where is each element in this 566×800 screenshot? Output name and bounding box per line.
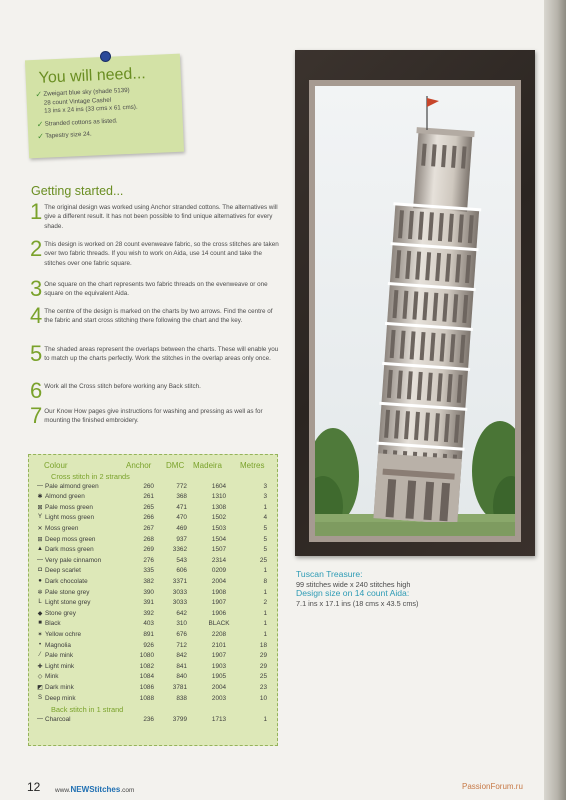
madeira-code: 1908 — [211, 588, 227, 596]
symbol-icon: ✲ — [37, 589, 43, 596]
metres: 4 — [263, 514, 267, 522]
colour-name: Stone grey — [45, 609, 76, 617]
colour-name: Deep scarlet — [45, 567, 81, 575]
colour-name: Dark mink — [45, 684, 74, 691]
checkmark-icon: ✓ — [35, 89, 43, 99]
madeira-code: 1310 — [211, 493, 227, 501]
anchor-code: 926 — [143, 641, 154, 649]
madeira-code: 2004 — [211, 578, 227, 585]
anchor-code: 390 — [143, 588, 154, 596]
need-item: ✓ Tapestry size 24. — [37, 130, 92, 142]
colour-name: Dark chocolate — [45, 578, 88, 585]
symbol-icon: ✱ — [37, 494, 43, 501]
anchor-code: 382 — [143, 578, 154, 585]
header-anchor: Anchor — [126, 461, 152, 470]
anchor-code: 269 — [143, 546, 154, 554]
leaning-tower-illustration — [315, 86, 515, 536]
thread-row — [29, 504, 279, 515]
symbol-icon: ⊞ — [37, 536, 43, 543]
thread-row — [29, 525, 279, 536]
thread-row — [29, 514, 279, 525]
thread-row — [29, 610, 279, 621]
caption-design-size: 7.1 ins x 17.1 ins (18 cms x 43.5 cms) — [296, 598, 419, 608]
anchor-code: 267 — [143, 525, 154, 532]
metres: 8 — [263, 578, 267, 585]
need-item: ✓ Stranded cottons as listed. — [36, 117, 118, 129]
page-spine-shadow — [544, 0, 566, 800]
metres: 3 — [263, 493, 267, 501]
dmc-code: 842 — [176, 652, 187, 660]
watermark: PassionForum.ru — [462, 782, 523, 791]
thread-key-table — [28, 454, 278, 746]
colour-name: Pale almond green — [45, 482, 99, 490]
tower-embroidery-image — [315, 86, 515, 536]
metres: 10 — [259, 694, 267, 702]
colour-name: Moss green — [45, 525, 79, 532]
madeira-code: 2003 — [211, 694, 227, 702]
madeira-code: 1907 — [211, 652, 227, 660]
header-madeira: Madeira — [193, 461, 222, 470]
symbol-icon: ⁄ — [39, 652, 41, 659]
magazine-brand: www.NEWStitches.com — [55, 785, 135, 794]
framed-picture — [295, 50, 535, 556]
madeira-code: 1905 — [211, 673, 227, 681]
pushpin-icon — [101, 52, 110, 61]
anchor-code: 261 — [143, 493, 154, 501]
thread-row — [29, 716, 279, 727]
madeira-code: 1308 — [211, 503, 227, 511]
dmc-code: 606 — [176, 567, 187, 575]
thread-row — [29, 642, 279, 653]
thread-row — [29, 620, 279, 631]
metres: 25 — [259, 556, 267, 564]
anchor-code: 391 — [143, 599, 154, 607]
step-number: 1 — [30, 199, 43, 224]
step-text: Our Know How pages give instructions for washing and pressing as well as for mounting the finished embroidery. — [44, 408, 263, 425]
madeira-code: 1503 — [211, 525, 227, 532]
symbol-icon: — — [37, 715, 43, 722]
anchor-code: 268 — [143, 535, 154, 543]
you-will-need-box — [25, 54, 184, 159]
symbol-icon: — — [37, 556, 43, 563]
symbol-icon: ✶ — [37, 632, 43, 638]
thread-row — [29, 483, 279, 494]
metres: 1 — [263, 588, 267, 596]
colour-name: Almond green — [45, 493, 85, 501]
step-text: This design is worked on 28 count evenweave fabric, so the cross stitches are taken over two fabric threads. If you wish to work on Aida, use 14 count and take the stitches over one fabric square. — [44, 241, 279, 267]
colour-name: Light mink — [45, 662, 75, 670]
metres: 25 — [259, 673, 267, 681]
key-section-heading: Cross stitch in 2 strands — [51, 472, 130, 481]
madeira-code: 1502 — [211, 514, 227, 522]
step-3 — [30, 276, 282, 301]
thread-row — [29, 652, 279, 663]
symbol-icon: ◘ — [38, 567, 42, 574]
dmc-code: 3362 — [172, 546, 187, 554]
step-text: The shaded areas represent the overlaps between the charts. These will enable you to match up the charts perfectly. Work the stitches in the overlap areas only once. — [44, 346, 279, 363]
anchor-code: 1086 — [139, 684, 154, 691]
thread-row — [29, 567, 279, 578]
madeira-code: 2004 — [211, 684, 227, 691]
colour-name: Charcoal — [45, 715, 71, 723]
madeira-code: 1713 — [211, 715, 227, 723]
anchor-code: 276 — [143, 556, 154, 564]
step-text: Work all the Cross stitch before working any Back stitch. — [44, 383, 201, 390]
need-item: 13 ins x 24 ins (33 cms x 61 cms). — [44, 103, 138, 115]
step-text: One square on the chart represents two fabric threads on the evenweave or one square on the equivalent Aida. — [44, 281, 268, 298]
anchor-code: 1082 — [139, 662, 154, 670]
madeira-code: 2101 — [211, 641, 227, 649]
thread-row — [29, 546, 279, 557]
step-number: 4 — [30, 303, 43, 328]
dmc-code: 310 — [176, 620, 187, 628]
metres: 1 — [263, 609, 267, 617]
madeira-code: 1907 — [211, 599, 227, 607]
step-number: 2 — [30, 236, 43, 261]
dmc-code: 3033 — [172, 599, 187, 607]
step-number: 6 — [30, 378, 43, 403]
madeira-code: 1906 — [211, 609, 227, 617]
step-number: 3 — [30, 276, 43, 301]
metres: 2 — [263, 599, 267, 607]
need-item: 28 count Vintage Cashel — [43, 96, 112, 107]
dmc-code: 838 — [176, 694, 187, 702]
symbol-icon: ◇ — [37, 674, 43, 681]
symbol-icon: Y — [37, 514, 42, 521]
thread-row — [29, 631, 279, 642]
dmc-code: 676 — [176, 631, 187, 638]
colour-name: Pale moss green — [45, 503, 93, 511]
caption-title: Tuscan Treasure: — [296, 569, 363, 579]
anchor-code: 392 — [143, 609, 154, 617]
colour-name: Deep moss green — [45, 535, 96, 543]
header-colour: Colour — [44, 461, 68, 470]
symbol-icon: ✕ — [37, 526, 43, 532]
dmc-code: 368 — [176, 493, 187, 501]
colour-name: Very pale cinnamon — [45, 556, 102, 564]
thread-row — [29, 578, 279, 589]
madeira-code: 2208 — [211, 631, 227, 638]
key-section-heading: Back stitch in 1 strand — [51, 705, 124, 715]
symbol-icon: ● — [38, 578, 42, 584]
need-item: ✓ Zweigart blue sky (shade 5139) — [35, 86, 130, 99]
anchor-code: 265 — [143, 503, 154, 511]
colour-name: Deep mink — [45, 694, 76, 702]
step-7 — [30, 403, 282, 428]
colour-name: Yellow ochre — [45, 631, 81, 638]
symbol-icon: ⊠ — [37, 504, 43, 511]
metres: 29 — [259, 652, 267, 660]
metres: 1 — [263, 503, 267, 511]
thread-row — [29, 493, 279, 504]
symbol-icon: S — [37, 694, 42, 701]
checkmark-icon: ✓ — [37, 132, 45, 142]
page-number: 12 — [27, 780, 41, 794]
dmc-code: 937 — [176, 535, 187, 543]
symbol-icon: ■ — [38, 620, 42, 627]
caption-design-title: Design size on 14 count Aida: — [296, 588, 410, 599]
symbol-icon: • — [38, 641, 42, 648]
step-5 — [30, 341, 282, 366]
dmc-code: 3033 — [172, 588, 187, 596]
anchor-code: 236 — [143, 715, 154, 723]
header-dmc: DMC — [166, 461, 185, 470]
madeira-code: 1604 — [211, 482, 227, 490]
anchor-code: 260 — [143, 482, 154, 490]
metres: 1 — [263, 567, 267, 575]
anchor-code: 891 — [143, 631, 154, 638]
step-text: The original design was worked using Anchor stranded cottons. The alternatives will give a different result. It has not been possible to find unique alternatives for every shade. — [44, 204, 278, 230]
thread-row — [29, 557, 279, 568]
anchor-code: 403 — [143, 620, 154, 628]
madeira-code: 1903 — [211, 662, 227, 670]
symbol-icon: — — [37, 482, 43, 489]
dmc-code: 642 — [176, 609, 187, 617]
dmc-code: 712 — [176, 641, 187, 649]
thread-row — [29, 536, 279, 547]
colour-name: Mink — [45, 673, 59, 681]
anchor-code: 1084 — [139, 673, 154, 681]
dmc-code: 3371 — [172, 578, 187, 585]
symbol-icon: ◩ — [37, 685, 43, 691]
anchor-code: 1088 — [139, 694, 154, 702]
thread-row — [29, 684, 279, 695]
symbol-icon: L — [38, 599, 42, 606]
step-number: 7 — [30, 403, 43, 428]
colour-name: Black — [45, 620, 61, 628]
metres: 18 — [259, 641, 267, 649]
madeira-code: BLACK — [208, 620, 230, 628]
step-1 — [30, 199, 282, 231]
metres: 1 — [263, 631, 267, 638]
symbol-icon: ▲ — [37, 546, 43, 553]
dmc-code: 3781 — [172, 684, 187, 691]
dmc-code: 772 — [176, 482, 187, 490]
picture-caption — [296, 570, 418, 608]
step-text: The centre of the design is marked on the charts by two arrows. Find the centre of the fabric and start cross stitching there following the chart and the key. — [44, 308, 273, 325]
metres: 29 — [259, 662, 267, 670]
dmc-code: 543 — [176, 556, 187, 564]
header-metres: Metres — [240, 461, 265, 470]
colour-name: Magnolia — [45, 641, 71, 649]
colour-name: Light moss green — [45, 514, 95, 522]
caption-size: 99 stitches wide x 240 stitches high — [296, 579, 411, 589]
colour-name: Pale mink — [45, 652, 74, 660]
thread-row — [29, 589, 279, 600]
symbol-icon: ✚ — [37, 663, 43, 670]
thread-row — [29, 695, 279, 706]
metres: 3 — [263, 482, 267, 490]
metres: 5 — [263, 546, 267, 554]
thread-row — [29, 673, 279, 684]
checkmark-icon: ✓ — [36, 119, 44, 129]
key-header-row — [29, 461, 279, 472]
step-4 — [30, 303, 282, 328]
metres: 23 — [259, 684, 267, 691]
metres: 1 — [263, 715, 267, 723]
madeira-code: 1504 — [211, 535, 227, 543]
dmc-code: 3799 — [172, 715, 187, 723]
metres: 5 — [263, 525, 267, 532]
madeira-code: 0209 — [211, 567, 227, 575]
madeira-code: 2314 — [211, 556, 227, 564]
colour-name: Dark moss green — [45, 546, 94, 554]
dmc-code: 841 — [176, 662, 187, 670]
anchor-code: 266 — [143, 514, 154, 522]
thread-row — [29, 599, 279, 610]
metres: 5 — [263, 535, 267, 543]
anchor-code: 1080 — [139, 652, 154, 660]
anchor-code: 335 — [143, 567, 154, 575]
dmc-code: 470 — [176, 514, 187, 522]
need-list — [35, 85, 174, 142]
getting-started-title: Getting started... — [31, 184, 124, 198]
dmc-code: 469 — [176, 525, 187, 532]
dmc-code: 840 — [176, 673, 187, 681]
metres: 1 — [263, 620, 267, 628]
step-2 — [30, 236, 282, 268]
colour-name: Light stone grey — [45, 599, 91, 607]
step-number: 5 — [30, 341, 43, 366]
need-title: You will need... — [38, 65, 147, 87]
symbol-icon: ◆ — [37, 610, 43, 617]
dmc-code: 471 — [176, 503, 187, 511]
colour-name: Pale stone grey — [45, 588, 90, 596]
madeira-code: 1507 — [211, 546, 227, 554]
step-6 — [30, 378, 282, 403]
thread-row — [29, 663, 279, 674]
